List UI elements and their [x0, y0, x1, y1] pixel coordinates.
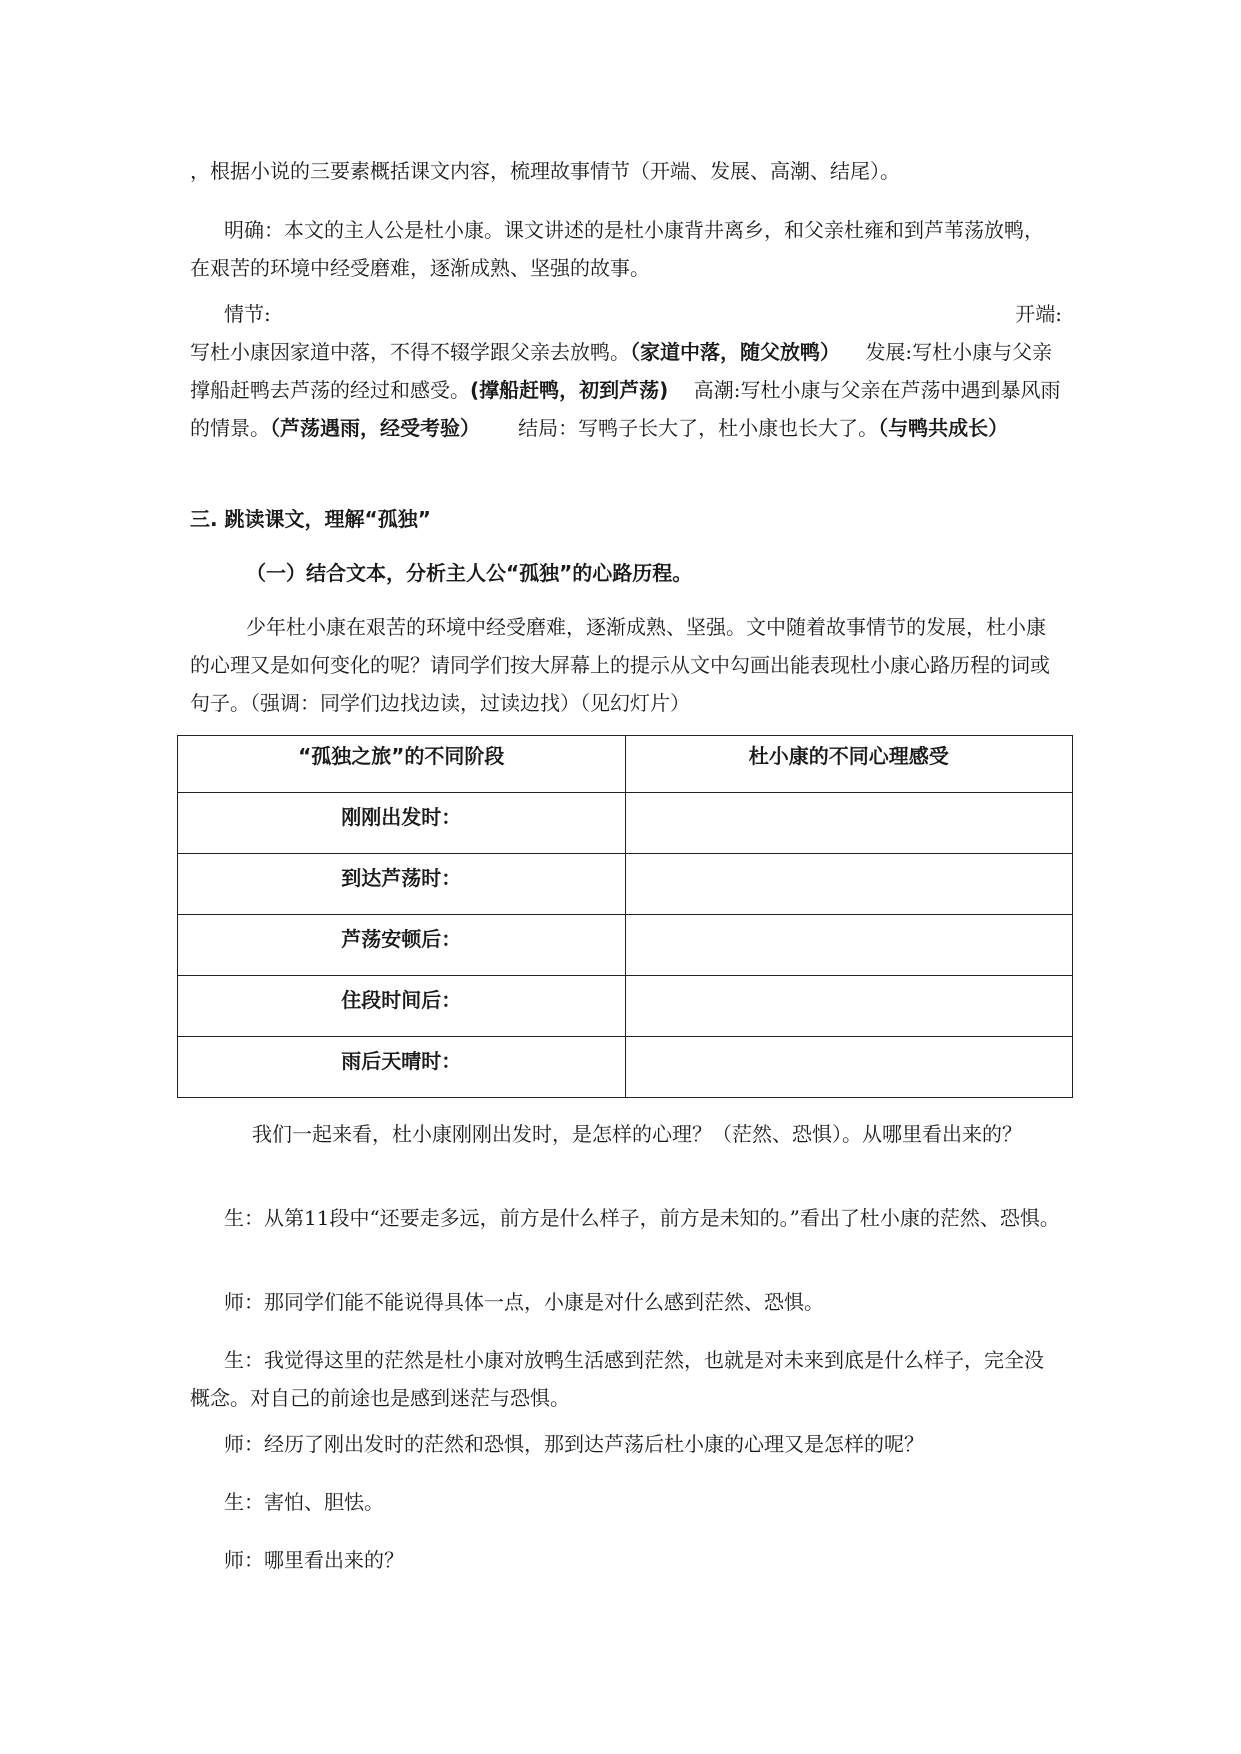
table-row [178, 854, 1073, 915]
table-header-stage: “孤独之旅”的不同阶段 [178, 736, 626, 793]
dialogue-line: 师：经历了刚出发时的茫然和恐惧，那到达芦荡后杜小康的心理又是怎样的呢？ [224, 1432, 924, 1456]
plot-develop-text: 写杜小康与父亲撑船赶鸭去芦荡的经过和感受。 [190, 340, 1053, 402]
plot-ending-summary: （与鸭共成长） [878, 416, 1009, 440]
dialogue-line: 师：那同学们能不能说得具体一点，小康是对什么感到茫然、恐惧。 [224, 1290, 824, 1314]
table-header-row [178, 736, 1073, 793]
table-cell-stage: 到达芦荡时： [178, 854, 626, 915]
plot-label: 情节: [224, 302, 271, 326]
plot-start-summary: （家道中落，随父放鸭） [630, 340, 840, 364]
plot-ending-text: 写鸭子长大了，杜小康也长大了。 [578, 416, 879, 440]
table-header-feeling: 杜小康的不同心理感受 [625, 736, 1073, 793]
plot-climax-summary: （芦荡遇雨，经受考验） [270, 416, 480, 440]
dialogue-line: 我们一起来看，杜小康刚刚出发时，是怎样的心理？（茫然、恐惧）。从哪里看出来的？ [252, 1122, 1022, 1146]
table-row [178, 793, 1073, 854]
section3-heading: 三. 跳读课文，理解“孤独” [190, 507, 431, 531]
plot-start-text: 写杜小康因家道中落，不得不辍学跟父亲去放鸭。 [190, 340, 630, 364]
table-row [178, 976, 1073, 1037]
dialogue-line: 生：害怕、胆怯。 [224, 1490, 384, 1514]
dialogue-line: 师：哪里看出来的？ [224, 1548, 404, 1572]
plot-climax-text: 写杜小康与父亲在芦荡中遇到暴风雨的情景。 [190, 378, 1061, 440]
table-row [178, 915, 1073, 976]
table-cell-feeling [625, 976, 1073, 1037]
table-cell-stage: 雨后天晴时： [178, 1037, 626, 1098]
intro-line: ，根据小说的三要素概括课文内容，梳理故事情节（开端、发展、高潮、结尾）。 [190, 159, 900, 183]
plot-body [190, 333, 1062, 447]
table-cell-stage: 住段时间后： [178, 976, 626, 1037]
table-cell-stage: 刚刚出发时： [178, 793, 626, 854]
plot-start-label: 开端: [1015, 302, 1062, 326]
table-cell-feeling [625, 915, 1073, 976]
plot-develop-label: 发展: [865, 340, 913, 364]
plot-climax-label: 高潮: [693, 378, 741, 402]
subsection1-heading: （一）结合文本，分析主人公“孤独”的心路历程。 [246, 561, 693, 585]
table-row [178, 1037, 1073, 1098]
plot-ending-label: 结局： [518, 416, 579, 440]
mingque-paragraph: 明确：本文的主人公是杜小康。课文讲述的是杜小康背井离乡，和父亲杜雍和到芦苇荡放鸭，在艰苦的环境中经受磨难，逐渐成熟、坚强的故事。 [190, 218, 1044, 280]
plot-develop-summary: (撑船赶鸭，初到芦荡) [470, 378, 669, 402]
plot-paragraph [190, 295, 1062, 447]
table-cell-stage: 芦荡安顿后： [178, 915, 626, 976]
dialogue-line: 生：我觉得这里的茫然是杜小康对放鸭生活感到茫然，也就是对未来到底是什么样子，完全没概念。对自己的前途也是感到迷茫与恐惧。 [190, 1348, 1044, 1410]
table-cell-feeling [625, 1037, 1073, 1098]
table-cell-feeling [625, 793, 1073, 854]
intro-paragraph: 少年杜小康在艰苦的环境中经受磨难，逐渐成熟、坚强。文中随着故事情节的发展，杜小康的心理又是如何变化的呢？请同学们按大屏幕上的提示从文中勾画出能表现杜小康心路历程的词或句子。（强调：同学们边找边读，过读边找）（见幻灯片） [190, 615, 1050, 715]
table-cell-feeling [625, 854, 1073, 915]
stage-table [177, 735, 1073, 1098]
dialogue-line: 生：从第11段中“还要走多远，前方是什么样子，前方是未知的。”看出了杜小康的茫然、恐惧。 [224, 1206, 1060, 1230]
